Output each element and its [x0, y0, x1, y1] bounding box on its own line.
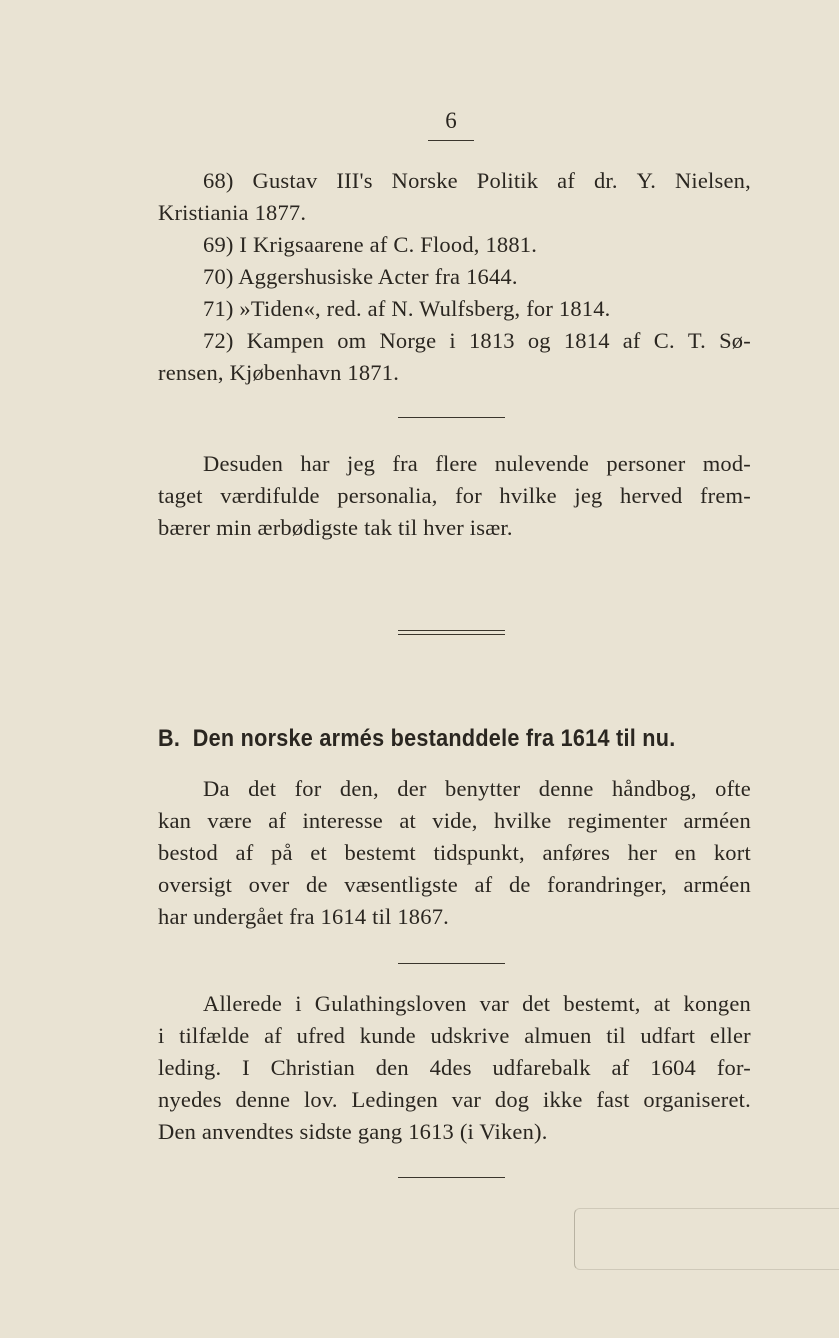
word: af — [474, 872, 493, 897]
word: 1644. — [466, 264, 518, 289]
word: min — [216, 515, 252, 540]
word: Sø- — [719, 328, 751, 353]
paragraph-line — [203, 776, 751, 802]
paragraph-line — [158, 808, 751, 834]
word: håndbog, — [611, 776, 697, 801]
word: i — [158, 1023, 165, 1048]
word: Gulathingsloven — [314, 991, 467, 1016]
word: tidspunkt, — [433, 840, 525, 865]
word: af — [268, 808, 287, 833]
word: oversigt — [158, 872, 233, 897]
word: af — [367, 296, 386, 321]
word: Nielsen, — [674, 168, 751, 193]
word: nulevende — [494, 451, 590, 476]
word: Da — [203, 776, 230, 801]
word: der — [397, 776, 427, 801]
word: arméen — [683, 872, 751, 897]
word: væsentligste — [344, 872, 458, 897]
word: bestod — [158, 840, 218, 865]
word: red. — [326, 296, 362, 321]
word: arméen — [683, 808, 751, 833]
word: bærer — [158, 515, 211, 540]
word: det — [522, 991, 551, 1016]
paragraph-line — [158, 904, 449, 930]
word: 69) — [203, 232, 234, 257]
word: til — [606, 1023, 626, 1048]
word: personalia, — [337, 483, 438, 508]
word: de — [508, 872, 531, 897]
section-divider — [398, 963, 505, 964]
word: eller — [709, 1023, 751, 1048]
word: kunde — [359, 1023, 416, 1048]
word: var — [451, 1087, 482, 1112]
reference-line — [203, 264, 518, 290]
word: Flood, — [420, 232, 480, 257]
reference-line — [158, 200, 306, 226]
word: den, — [339, 776, 379, 801]
word: af — [264, 1023, 282, 1048]
word: i — [449, 328, 456, 353]
paragraph-line — [158, 1087, 751, 1113]
word: sidste — [299, 1119, 352, 1144]
word: for — [455, 483, 482, 508]
section-heading — [158, 725, 675, 753]
paragraph-line — [158, 1119, 548, 1145]
word: om — [337, 328, 367, 353]
word: 68) — [203, 168, 234, 193]
word: 70) — [203, 264, 234, 289]
word: være — [207, 808, 252, 833]
word: interesse — [302, 808, 383, 833]
word: Kristiania — [158, 200, 249, 225]
word: fra — [392, 451, 418, 476]
word: tak — [364, 515, 393, 540]
word: at — [653, 991, 671, 1016]
word: lov. — [303, 1087, 338, 1112]
word: herved — [620, 483, 683, 508]
word: Norge — [379, 328, 437, 353]
word: anvendtes — [201, 1119, 294, 1144]
word: værdifulde — [220, 483, 320, 508]
word: leding. — [158, 1055, 222, 1080]
word: 4des — [429, 1055, 472, 1080]
page-edge-mark — [574, 1208, 839, 1270]
word: nyedes — [158, 1087, 222, 1112]
word: var — [479, 991, 510, 1016]
section-divider — [398, 417, 505, 418]
word: af — [622, 328, 641, 353]
word: I — [242, 1055, 250, 1080]
word: (i — [459, 1119, 474, 1144]
word: en — [674, 840, 697, 865]
word: udskrive — [430, 1023, 510, 1048]
page-number-rule — [428, 140, 474, 141]
word: for — [294, 776, 322, 801]
word: organiseret. — [643, 1087, 751, 1112]
word: bestemt — [344, 840, 416, 865]
word: tilfælde — [179, 1023, 250, 1048]
word: »Tiden«, — [239, 296, 321, 321]
word: ufred — [296, 1023, 346, 1048]
word: vide, — [432, 808, 478, 833]
word: III's — [336, 168, 373, 193]
section-divider — [398, 1177, 505, 1178]
word: udfart — [640, 1023, 696, 1048]
word: C. — [393, 232, 415, 257]
word: til — [372, 904, 392, 929]
word: 1614 — [320, 904, 367, 929]
word: 1871. — [347, 360, 400, 385]
word: forandringer, — [547, 872, 667, 897]
word: ærbødigste — [257, 515, 359, 540]
paragraph-line — [158, 515, 513, 541]
reference-line — [203, 296, 611, 322]
page-number: 6 — [445, 108, 457, 133]
word: 1814. — [558, 296, 611, 321]
word: mod- — [702, 451, 751, 476]
word: bestemt, — [563, 991, 641, 1016]
word: Allerede — [203, 991, 283, 1016]
word: Christian — [270, 1055, 355, 1080]
word: jeg — [347, 451, 376, 476]
word: hvilke — [499, 483, 557, 508]
word: 1813 — [468, 328, 515, 353]
word: Y. — [636, 168, 657, 193]
word: frem- — [699, 483, 751, 508]
word: denne — [538, 776, 594, 801]
paragraph-line — [158, 840, 751, 866]
word: især. — [469, 515, 513, 540]
word: dog — [494, 1087, 530, 1112]
word: T. — [687, 328, 706, 353]
word: 1881. — [485, 232, 538, 257]
word: fra — [434, 264, 461, 289]
word: Acter — [377, 264, 429, 289]
paragraph-line — [158, 1055, 751, 1081]
word: hvilke — [493, 808, 552, 833]
word: gang — [357, 1119, 403, 1144]
section-letter: B. — [158, 725, 181, 752]
word: anføres — [542, 840, 611, 865]
word: denne — [235, 1087, 291, 1112]
word: benytter — [445, 776, 521, 801]
word: Norske — [391, 168, 458, 193]
word: Den — [158, 1119, 197, 1144]
word: over — [248, 872, 290, 897]
word: ofte — [715, 776, 751, 801]
word: 1604 — [650, 1055, 696, 1080]
word: Kampen — [246, 328, 325, 353]
paragraph-line — [158, 872, 751, 898]
word: 1877. — [254, 200, 307, 225]
word: kort — [713, 840, 751, 865]
word: rensen, — [158, 360, 224, 385]
section-title: Den norske armés bestanddele fra 1614 til nu. — [192, 725, 676, 752]
word: har — [158, 904, 188, 929]
word: fra — [289, 904, 315, 929]
word: det — [248, 776, 277, 801]
paragraph-line — [203, 991, 751, 1017]
word: et — [310, 840, 327, 865]
double-rule-top — [398, 630, 505, 631]
word: til — [398, 515, 418, 540]
reference-line — [203, 232, 537, 258]
word: Aggershusiske — [238, 264, 374, 289]
word: og — [527, 328, 551, 353]
word: Kjøbenhavn — [229, 360, 342, 385]
word: for — [526, 296, 554, 321]
word: hver — [423, 515, 464, 540]
word: 72) — [203, 328, 234, 353]
word: af — [557, 168, 576, 193]
word: af — [369, 232, 388, 257]
word: udfarebalk — [492, 1055, 591, 1080]
reference-line — [203, 168, 751, 194]
word: har — [300, 451, 330, 476]
word: kongen — [683, 991, 751, 1016]
paragraph-line — [203, 451, 751, 477]
word: de — [306, 872, 328, 897]
word: her — [627, 840, 658, 865]
word: af — [235, 840, 254, 865]
word: Gustav — [252, 168, 318, 193]
word: Ledingen — [351, 1087, 439, 1112]
word: i — [295, 991, 302, 1016]
double-rule-bottom — [398, 634, 505, 635]
word: 1613 — [408, 1119, 454, 1144]
word: 71) — [203, 296, 234, 321]
word: 1814 — [563, 328, 610, 353]
word: Desuden — [203, 451, 284, 476]
word: regimenter — [567, 808, 668, 833]
word: fast — [596, 1087, 630, 1112]
word: I — [239, 232, 248, 257]
word: flere — [435, 451, 478, 476]
word: Krigsaarene — [252, 232, 364, 257]
word: på — [271, 840, 293, 865]
word: jeg — [574, 483, 603, 508]
paragraph-line — [158, 483, 751, 509]
reference-line — [203, 328, 751, 354]
word: Politik — [476, 168, 539, 193]
word: undergået — [193, 904, 284, 929]
word: for- — [716, 1055, 751, 1080]
word: almuen — [524, 1023, 592, 1048]
word: taget — [158, 483, 203, 508]
word: kan — [158, 808, 192, 833]
word: Viken). — [479, 1119, 548, 1144]
word: at — [399, 808, 416, 833]
word: C. — [653, 328, 675, 353]
word: den — [375, 1055, 409, 1080]
word: dr. — [593, 168, 618, 193]
reference-line — [158, 360, 399, 386]
paragraph-line — [158, 1023, 751, 1049]
word: Wulfsberg, — [419, 296, 521, 321]
word: personer — [606, 451, 686, 476]
word: ikke — [543, 1087, 583, 1112]
word: N. — [391, 296, 414, 321]
word: 1867. — [397, 904, 449, 929]
word: af — [611, 1055, 630, 1080]
